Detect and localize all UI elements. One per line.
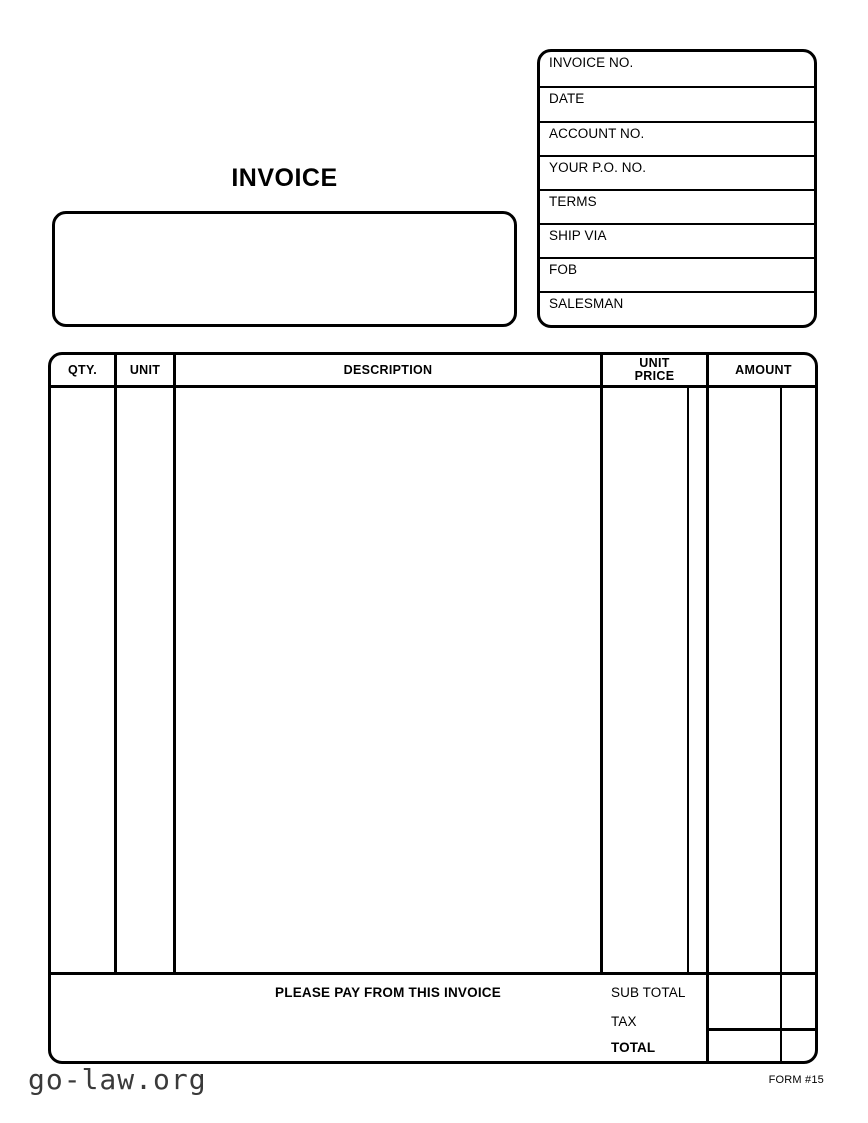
info-row-terms[interactable] (540, 191, 814, 225)
column-divider-description-unitprice (600, 355, 603, 972)
totals-label-sub-total: SUB TOTAL (611, 985, 686, 1000)
please-pay-notice: PLEASE PAY FROM THIS INVOICE (275, 985, 501, 1000)
cents-divider-unit-price (687, 388, 689, 972)
info-row-invoice-no[interactable] (540, 52, 814, 88)
info-label-invoice-no: INVOICE NO. (549, 55, 634, 70)
page-title: INVOICE (231, 164, 338, 192)
info-label-terms: TERMS (549, 194, 597, 209)
info-row-fob[interactable] (540, 259, 814, 293)
info-label-your-po-no: YOUR P.O. NO. (549, 160, 647, 175)
column-divider-qty-unit (114, 355, 117, 972)
column-divider-unit-description (173, 355, 176, 972)
column-divider-unitprice-amount (706, 355, 709, 1064)
totals-amount-divider (706, 1028, 815, 1031)
info-label-salesman: SALESMAN (549, 296, 624, 311)
column-header-unit: UNIT (129, 362, 161, 377)
info-label-fob: FOB (549, 262, 578, 277)
invoice-info-box (537, 49, 817, 328)
totals-section-divider (51, 972, 815, 975)
column-header-amount: AMOUNT (735, 362, 792, 377)
info-label-account-no: ACCOUNT NO. (549, 126, 645, 141)
column-header-description: DESCRIPTION (343, 362, 433, 377)
column-header-unit-price-line2: PRICE (634, 369, 675, 383)
info-row-account-no[interactable] (540, 123, 814, 157)
info-row-ship-via[interactable] (540, 225, 814, 259)
table-header-row (51, 355, 815, 388)
column-header-unit-price (603, 355, 706, 385)
site-watermark: go-law.org (28, 1063, 207, 1096)
totals-label-total: TOTAL (611, 1040, 656, 1055)
info-label-ship-via: SHIP VIA (549, 228, 607, 243)
column-header-unit-price-line1: UNIT (639, 356, 670, 370)
info-label-date: DATE (549, 91, 585, 106)
info-row-salesman[interactable] (540, 293, 814, 325)
column-header-qty: QTY. (68, 362, 97, 377)
totals-label-tax: TAX (611, 1014, 637, 1029)
form-number-label: FORM #15 (768, 1074, 824, 1086)
info-row-date[interactable] (540, 88, 814, 123)
cents-divider-amount (780, 388, 782, 1064)
info-row-your-po-no[interactable] (540, 157, 814, 191)
line-items-table (48, 352, 818, 1064)
bill-to-box[interactable] (52, 211, 517, 327)
